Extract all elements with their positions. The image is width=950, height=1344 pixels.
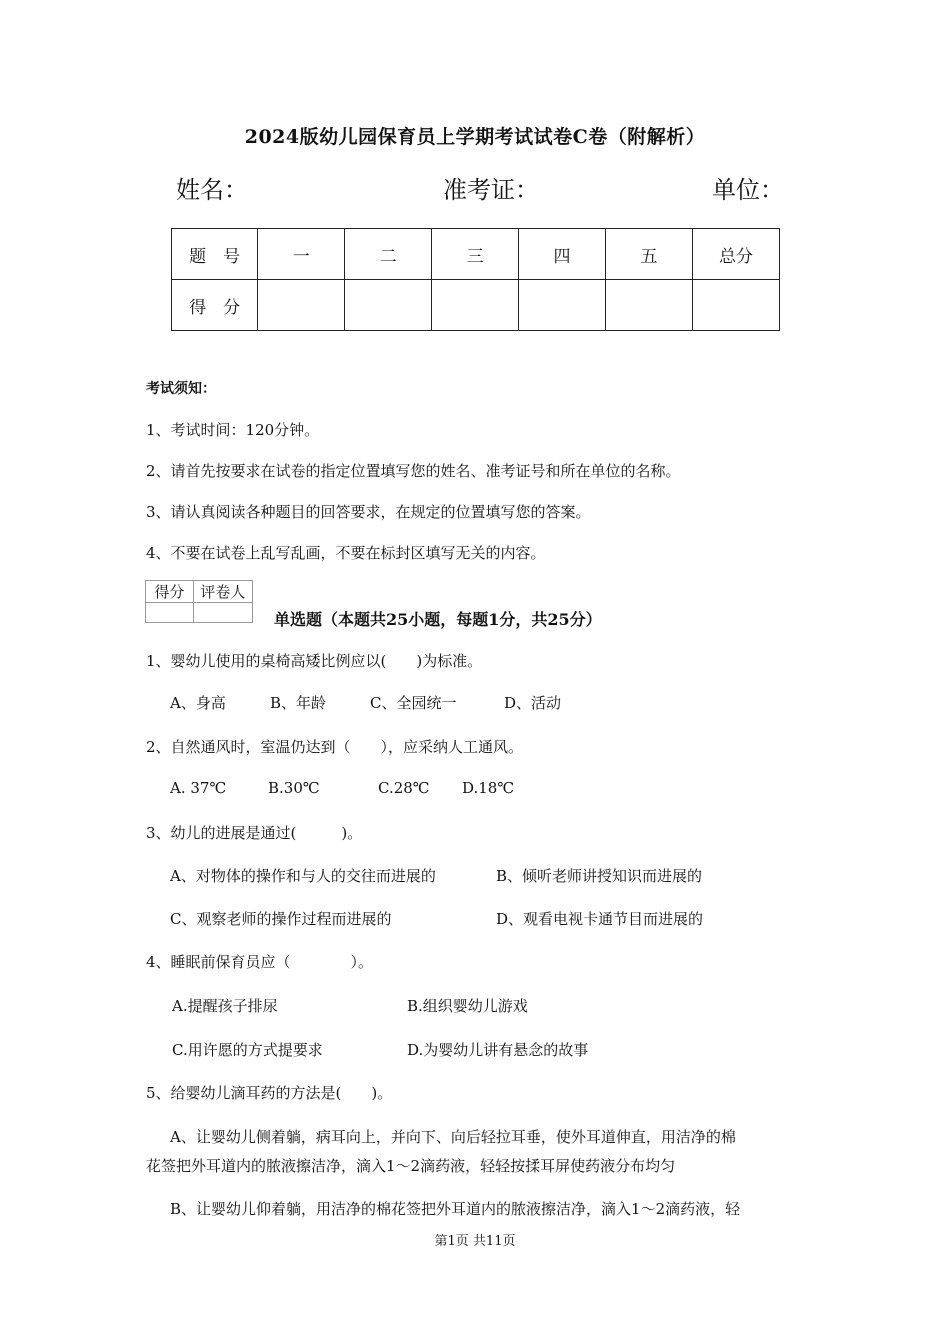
option-a: A、对物体的操作和与人的交往而进展的: [170, 867, 436, 885]
score-cell: [606, 280, 693, 331]
header-cell: 四: [519, 229, 606, 280]
header-cell: 总分: [692, 229, 779, 280]
header-cell: 五: [606, 229, 693, 280]
option-c: C、全园统一: [370, 694, 457, 712]
question-stem: 1、婴幼儿使用的桌椅高矮比例应以( )为标准。: [146, 652, 483, 670]
question-stem: 3、幼儿的进展是通过( )。: [146, 824, 363, 842]
grader-name-label: 评卷人: [193, 581, 252, 603]
option-c: C.28℃: [378, 779, 430, 797]
score-cell: [258, 280, 345, 331]
section-title: 单选题（本题共25小题，每题1分，共25分）: [274, 610, 602, 629]
question-stem: 4、睡眠前保育员应（ ）。: [146, 953, 374, 971]
notice-heading: 考试须知：: [146, 381, 216, 397]
option-a-line1: A、让婴幼儿侧着躺，病耳向上，并向下、向后轻拉耳垂，使外耳道伸直，用洁净的棉: [170, 1128, 736, 1146]
score-cell: [432, 280, 519, 331]
header-cell: 二: [345, 229, 432, 280]
score-cell: [692, 280, 779, 331]
header-cell: 一: [258, 229, 345, 280]
option-c: C、观察老师的操作过程而进展的: [170, 910, 392, 928]
option-b: B.30℃: [268, 779, 320, 797]
notice-item: 4、不要在试卷上乱写乱画，不要在标封区填写无关的内容。: [146, 544, 546, 562]
header-cell: 题 号: [172, 229, 258, 280]
grader-score-label: 得分: [146, 581, 194, 603]
option-c: C.用许愿的方式提要求: [172, 1041, 323, 1059]
grader-box: [145, 580, 253, 623]
option-d: D.18℃: [462, 779, 515, 797]
page-footer: 第1页 共11页: [434, 1234, 516, 1249]
score-table-score-row: [172, 280, 780, 331]
option-a: A. 37℃: [170, 779, 227, 797]
option-a-line2: 花签把外耳道内的脓液擦洁净，滴入1～2滴药液，轻轻按揉耳屏使药液分布均匀: [146, 1157, 676, 1175]
notice-item: 1、考试时间：120分钟。: [146, 421, 320, 439]
notice-item: 2、请首先按要求在试卷的指定位置填写您的姓名、准考证号和所在单位的名称。: [146, 462, 681, 480]
grader-name-cell: [193, 603, 252, 623]
score-table: [171, 228, 780, 331]
name-field-label: 姓名：: [176, 176, 248, 204]
option-a: A、身高: [170, 694, 226, 712]
grader-score-cell: [146, 603, 194, 623]
score-cell: [345, 280, 432, 331]
option-d: D.为婴幼儿讲有悬念的故事: [407, 1041, 589, 1059]
option-b: B、年龄: [270, 694, 327, 712]
option-a: A.提醒孩子排尿: [172, 997, 278, 1015]
option-b-line1: B、让婴幼儿仰着躺，用洁净的棉花签把外耳道内的脓液擦洁净，滴入1～2滴药液，轻: [170, 1200, 741, 1218]
exam-id-field-label: 准考证：: [443, 176, 539, 204]
question-stem: 5、给婴幼儿滴耳药的方法是( )。: [146, 1084, 393, 1102]
score-table-header-row: [172, 229, 780, 280]
header-cell: 三: [432, 229, 519, 280]
score-cell: [519, 280, 606, 331]
option-b: B.组织婴幼儿游戏: [407, 997, 528, 1015]
notice-item: 3、请认真阅读各种题目的回答要求，在规定的位置填写您的答案。: [146, 503, 591, 521]
option-b: B、倾听老师讲授知识而进展的: [496, 867, 703, 885]
score-row-label: 得 分: [172, 280, 258, 331]
option-d: D、活动: [504, 694, 562, 712]
page-title: 2024版幼儿园保育员上学期考试试卷C卷（附解析）: [244, 126, 706, 148]
question-stem: 2、自然通风时，室温仍达到（ ），应采纳人工通风。: [146, 738, 524, 756]
option-d: D、观看电视卡通节目而进展的: [496, 910, 704, 928]
unit-field-label: 单位：: [712, 176, 784, 204]
